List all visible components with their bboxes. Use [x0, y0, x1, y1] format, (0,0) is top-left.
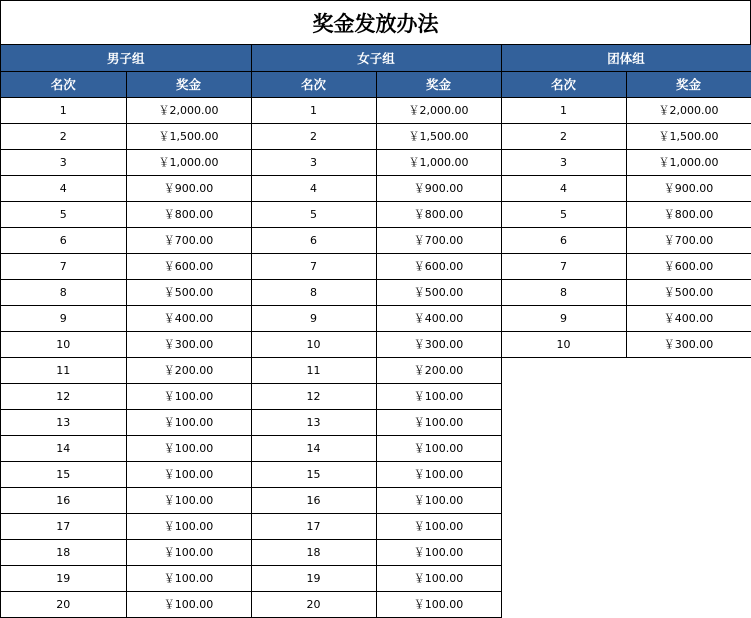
rank-cell[interactable]: 8	[251, 279, 376, 305]
prize-cell[interactable]: ￥600.00	[376, 253, 501, 279]
prize-cell[interactable]: ￥1,500.00	[626, 123, 751, 149]
rank-cell[interactable]: 10	[501, 331, 626, 357]
prize-cell[interactable]: ￥500.00	[626, 279, 751, 305]
prize-cell[interactable]: ￥100.00	[376, 487, 501, 513]
column-header-rank: 名次	[501, 71, 626, 97]
prize-cell[interactable]: ￥400.00	[626, 305, 751, 331]
rank-cell[interactable]: 15	[251, 461, 376, 487]
rank-cell[interactable]: 14	[1, 435, 126, 461]
group-header: 男子组	[1, 45, 251, 71]
table-row	[1, 591, 751, 617]
table-row	[1, 461, 751, 487]
table-row	[1, 357, 751, 383]
rank-cell[interactable]: 10	[1, 331, 126, 357]
empty-area	[501, 591, 751, 617]
prize-cell[interactable]: ￥300.00	[626, 331, 751, 357]
rank-cell[interactable]: 17	[1, 513, 126, 539]
prize-cell[interactable]: ￥100.00	[126, 565, 251, 591]
prize-cell[interactable]: ￥100.00	[376, 383, 501, 409]
empty-area	[501, 539, 751, 565]
rank-cell[interactable]: 6	[1, 227, 126, 253]
table-row	[1, 253, 751, 279]
rank-cell[interactable]: 20	[1, 591, 126, 617]
prize-cell[interactable]: ￥200.00	[376, 357, 501, 383]
table-row	[1, 305, 751, 331]
prize-cell[interactable]: ￥100.00	[126, 383, 251, 409]
rank-cell[interactable]: 2	[251, 123, 376, 149]
rank-cell[interactable]: 11	[251, 357, 376, 383]
table-row	[1, 227, 751, 253]
table-row	[1, 435, 751, 461]
prize-cell[interactable]: ￥400.00	[376, 305, 501, 331]
rank-cell[interactable]: 12	[1, 383, 126, 409]
rank-cell[interactable]: 13	[1, 409, 126, 435]
rank-cell[interactable]: 4	[501, 175, 626, 201]
rank-cell[interactable]: 7	[1, 253, 126, 279]
prize-cell[interactable]: ￥100.00	[126, 539, 251, 565]
rank-cell[interactable]: 12	[251, 383, 376, 409]
rank-cell[interactable]: 5	[251, 201, 376, 227]
prize-cell[interactable]: ￥2,000.00	[126, 97, 251, 123]
rank-cell[interactable]: 4	[251, 175, 376, 201]
prize-cell[interactable]: ￥700.00	[376, 227, 501, 253]
rank-cell[interactable]: 19	[251, 565, 376, 591]
rank-cell[interactable]: 18	[1, 539, 126, 565]
table-row	[1, 149, 751, 175]
prize-cell[interactable]: ￥2,000.00	[376, 97, 501, 123]
empty-area	[501, 435, 751, 461]
prize-cell[interactable]: ￥1,000.00	[126, 149, 251, 175]
prize-cell[interactable]: ￥100.00	[376, 409, 501, 435]
prize-cell[interactable]: ￥100.00	[376, 435, 501, 461]
table-row	[1, 175, 751, 201]
rank-cell[interactable]: 19	[1, 565, 126, 591]
prize-cell[interactable]: ￥1,000.00	[376, 149, 501, 175]
rank-cell[interactable]: 1	[1, 97, 126, 123]
rank-cell[interactable]: 17	[251, 513, 376, 539]
table-row	[1, 383, 751, 409]
prize-cell[interactable]: ￥2,000.00	[626, 97, 751, 123]
prize-cell[interactable]: ￥200.00	[126, 357, 251, 383]
rank-cell[interactable]: 2	[501, 123, 626, 149]
rank-cell[interactable]: 3	[501, 149, 626, 175]
rank-cell[interactable]: 13	[251, 409, 376, 435]
empty-area	[501, 461, 751, 487]
column-header-prize: 奖金	[626, 71, 751, 97]
empty-area	[501, 357, 751, 383]
empty-area	[501, 383, 751, 409]
rank-cell[interactable]: 9	[501, 305, 626, 331]
column-header-rank: 名次	[1, 71, 126, 97]
rank-cell[interactable]: 15	[1, 461, 126, 487]
prize-cell[interactable]: ￥100.00	[376, 539, 501, 565]
rank-cell[interactable]: 1	[501, 97, 626, 123]
prize-cell[interactable]: ￥100.00	[376, 513, 501, 539]
table-row	[1, 97, 751, 123]
rank-cell[interactable]: 2	[1, 123, 126, 149]
prize-cell[interactable]: ￥100.00	[376, 565, 501, 591]
rank-cell[interactable]: 7	[251, 253, 376, 279]
rank-cell[interactable]: 7	[501, 253, 626, 279]
rank-cell[interactable]: 16	[251, 487, 376, 513]
table-row	[1, 123, 751, 149]
prize-cell[interactable]: ￥600.00	[626, 253, 751, 279]
empty-area	[501, 513, 751, 539]
column-header-rank: 名次	[251, 71, 376, 97]
rank-cell[interactable]: 8	[1, 279, 126, 305]
empty-area	[501, 487, 751, 513]
prize-cell[interactable]: ￥700.00	[626, 227, 751, 253]
table-row	[1, 409, 751, 435]
rank-cell[interactable]: 9	[1, 305, 126, 331]
prize-cell[interactable]: ￥1,500.00	[376, 123, 501, 149]
rank-cell[interactable]: 11	[1, 357, 126, 383]
table-row	[1, 565, 751, 591]
rank-cell[interactable]: 14	[251, 435, 376, 461]
prize-cell[interactable]: ￥100.00	[126, 513, 251, 539]
rank-cell[interactable]: 9	[251, 305, 376, 331]
table-row	[1, 279, 751, 305]
prize-cell[interactable]: ￥100.00	[376, 461, 501, 487]
table-row	[1, 487, 751, 513]
rank-cell[interactable]: 10	[251, 331, 376, 357]
rank-cell[interactable]: 3	[1, 149, 126, 175]
rank-cell[interactable]: 18	[251, 539, 376, 565]
prize-cell[interactable]: ￥900.00	[376, 175, 501, 201]
rank-cell[interactable]: 8	[501, 279, 626, 305]
table-row	[1, 201, 751, 227]
prize-cell[interactable]: ￥100.00	[126, 409, 251, 435]
rank-cell[interactable]: 16	[1, 487, 126, 513]
prize-cell[interactable]: ￥1,500.00	[126, 123, 251, 149]
prize-cell[interactable]: ￥600.00	[126, 253, 251, 279]
prize-cell[interactable]: ￥800.00	[626, 201, 751, 227]
table-row	[1, 331, 751, 357]
group-header: 女子组	[251, 45, 501, 71]
prize-cell[interactable]: ￥100.00	[126, 435, 251, 461]
prize-cell[interactable]: ￥100.00	[376, 591, 501, 617]
group-header-row	[1, 45, 751, 71]
prize-cell[interactable]: ￥100.00	[126, 591, 251, 617]
prize-cell[interactable]: ￥100.00	[126, 461, 251, 487]
prize-cell[interactable]: ￥800.00	[376, 201, 501, 227]
rank-cell[interactable]: 20	[251, 591, 376, 617]
column-header-prize: 奖金	[126, 71, 251, 97]
rank-cell[interactable]: 6	[501, 227, 626, 253]
prize-cell[interactable]: ￥500.00	[376, 279, 501, 305]
prize-cell[interactable]: ￥900.00	[126, 175, 251, 201]
prize-cell[interactable]: ￥1,000.00	[626, 149, 751, 175]
prize-cell[interactable]: ￥700.00	[126, 227, 251, 253]
table-row	[1, 539, 751, 565]
rank-cell[interactable]: 3	[251, 149, 376, 175]
prize-cell[interactable]: ￥400.00	[126, 305, 251, 331]
page-title: 奖金发放办法	[1, 1, 751, 45]
rank-cell[interactable]: 4	[1, 175, 126, 201]
column-header-row	[1, 71, 751, 97]
prize-cell[interactable]: ￥300.00	[126, 331, 251, 357]
empty-area	[501, 409, 751, 435]
prize-table	[1, 45, 751, 618]
empty-area	[501, 565, 751, 591]
rank-cell[interactable]: 5	[1, 201, 126, 227]
prize-cell[interactable]: ￥900.00	[626, 175, 751, 201]
prize-cell[interactable]: ￥800.00	[126, 201, 251, 227]
rank-cell[interactable]: 1	[251, 97, 376, 123]
prize-cell[interactable]: ￥300.00	[376, 331, 501, 357]
rank-cell[interactable]: 6	[251, 227, 376, 253]
table-row	[1, 513, 751, 539]
prize-cell[interactable]: ￥500.00	[126, 279, 251, 305]
prize-cell[interactable]: ￥100.00	[126, 487, 251, 513]
group-header: 团体组	[501, 45, 751, 71]
rank-cell[interactable]: 5	[501, 201, 626, 227]
column-header-prize: 奖金	[376, 71, 501, 97]
